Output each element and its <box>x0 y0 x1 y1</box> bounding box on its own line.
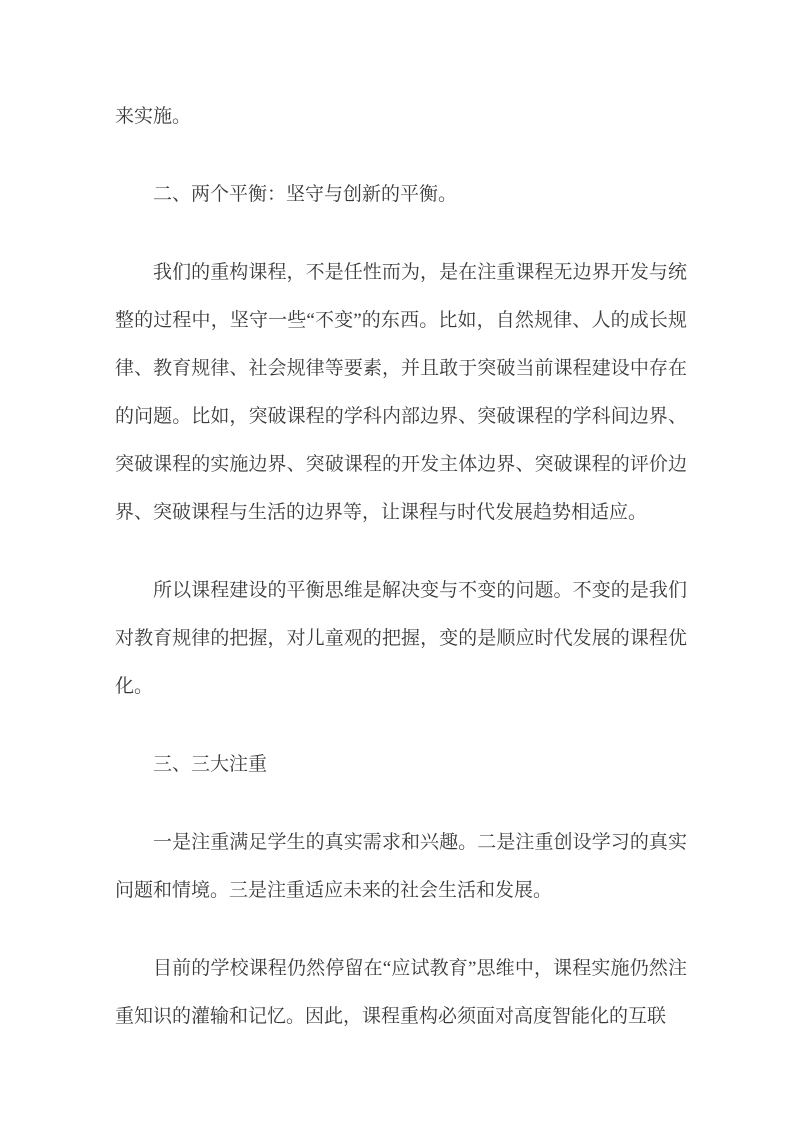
section-heading-two-balances: 二、两个平衡：坚守与创新的平衡。 <box>153 184 458 205</box>
paragraph-continuation: 来实施。 <box>115 106 192 127</box>
body-paragraph-current-school-course: 目前的学校课程仍然停留在“应试教育”思维中，课程实施仍然注重知识的灌输和记忆。因此，课程重构必须面对高度智能化的互联 <box>115 958 687 1027</box>
body-paragraph-three-emphases-list: 一是注重满足学生的真实需求和兴趣。二是注重创设学习的真实问题和情境。三是注重适应未来的社会生活和发展。 <box>115 832 687 901</box>
body-paragraph-balance-thinking: 所以课程建设的平衡思维是解决变与不变的问题。不变的是我们对教育规律的把握，对儿童观的把握，变的是顺应时代发展的课程优化。 <box>115 580 687 697</box>
body-paragraph-reconstruct-course: 我们的重构课程，不是任性而为，是在注重课程无边界开发与统整的过程中，坚守一些“不变”的东西。比如，自然规律、人的成长规律、教育规律、社会规律等要素，并且敢于突破当前课程建设中存在的问题。比如，突破课程的学科内部边界、突破课程的学科间边界、突破课程的实施边界、突破课程的开发主体边界、突破课程的评价边界、突破课程与生活的边界等，让课程与时代发展趋势相适应。 <box>115 262 687 523</box>
section-heading-three-emphases: 三、三大注重 <box>153 754 268 775</box>
